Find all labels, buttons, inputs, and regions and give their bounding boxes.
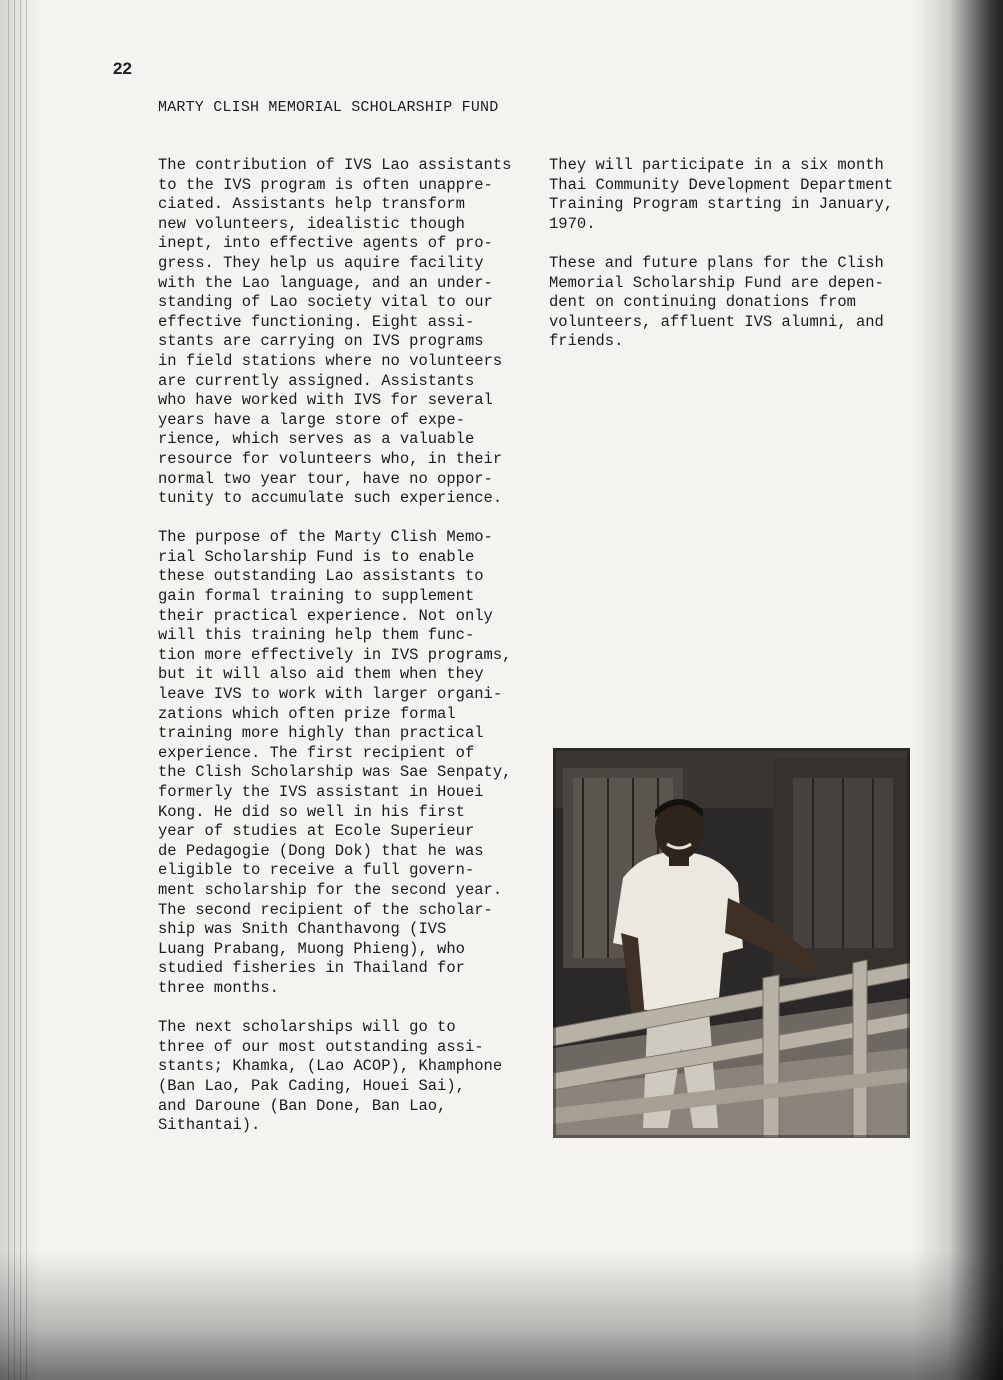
text-line: stants; Khamka, (Lao ACOP), Khamphone <box>158 1057 503 1076</box>
text-line: 1970. <box>549 214 596 233</box>
text-line: rience, which serves as a valuable <box>158 430 475 449</box>
text-line: three months. <box>158 978 279 997</box>
text-line: ment scholarship for the second year. <box>158 880 503 899</box>
text-line: resource for volunteers who, in their <box>158 449 503 468</box>
text-line: eligible to receive a full govern- <box>158 861 475 880</box>
text-line: de Pedagogie (Dong Dok) that he was <box>158 841 484 860</box>
text-line: standing of Lao society vital to our <box>158 293 493 312</box>
page-number: 22 <box>113 59 132 78</box>
text-line: effective functioning. Eight assi- <box>158 312 475 331</box>
text-line: the Clish Scholarship was Sae Senpaty, <box>158 763 512 782</box>
text-line: The next scholarships will go to <box>158 1018 456 1037</box>
text-line: are currently assigned. Assistants <box>158 371 475 390</box>
right-column <box>549 156 924 372</box>
text-line: training more highly than practical <box>158 724 484 743</box>
text-line: Memorial Scholarship Fund are depen- <box>549 273 884 292</box>
text-line: zations which often prize formal <box>158 704 456 723</box>
text-line: tion more effectively in IVS programs, <box>158 645 512 664</box>
text-line: in field stations where no volunteers <box>158 351 503 370</box>
text-line: formerly the IVS assistant in Houei <box>158 783 484 801</box>
paragraph-training-program <box>549 156 924 234</box>
text-line: their practical experience. Not only <box>158 606 493 625</box>
scan-edge-shadow <box>913 0 1003 1380</box>
text-line: year of studies at Ecole Superieur <box>158 822 475 841</box>
text-line: dent on continuing donations from <box>549 293 856 312</box>
text-line: three of our most outstanding assi- <box>158 1037 484 1056</box>
photo-man-at-railing <box>553 748 910 1138</box>
text-line: stants are carrying on IVS programs <box>158 332 484 351</box>
text-line: will this training help them func- <box>158 626 475 645</box>
paragraph-next-scholarships <box>158 1018 543 1136</box>
text-line: experience. The first recipient of <box>158 743 475 762</box>
text-line: Kong. He did so well in his first <box>158 802 465 821</box>
text-line: ship was Snith Chanthavong (IVS <box>158 920 447 939</box>
text-line: and Daroune (Ban Done, Ban Lao, <box>158 1096 447 1115</box>
text-line: with the Lao language, and an under- <box>158 273 493 292</box>
text-line: years have a large store of expe- <box>158 410 465 429</box>
text-line: They will participate in a six month <box>549 156 884 174</box>
text-line: normal two year tour, have no oppor- <box>158 469 493 488</box>
text-line: who have worked with IVS for several <box>158 391 493 410</box>
text-line: These and future plans for the Clish <box>549 253 884 272</box>
text-line: volunteers, affluent IVS alumni, and <box>549 312 884 331</box>
text-line: ciated. Assistants help transform <box>158 195 465 214</box>
binding-shadow <box>0 0 40 1380</box>
text-line: these outstanding Lao assistants to <box>158 567 484 586</box>
text-line: studied fisheries in Thailand for <box>158 959 465 978</box>
text-line: The contribution of IVS Lao assistants <box>158 156 512 174</box>
paragraph-contribution <box>158 156 543 509</box>
text-line: Sithantai). <box>158 1116 261 1135</box>
paragraph-purpose <box>158 528 543 998</box>
text-line: tunity to accumulate such experience. <box>158 489 503 508</box>
text-line: Luang Prabang, Muong Phieng), who <box>158 939 465 958</box>
article-heading: MARTY CLISH MEMORIAL SCHOLARSHIP FUND <box>158 99 499 116</box>
text-line: to the IVS program is often unappre- <box>158 175 493 194</box>
paragraph-future-plans <box>549 254 924 352</box>
text-line: (Ban Lao, Pak Cading, Houei Sai), <box>158 1076 465 1095</box>
scan-bottom-shadow <box>0 1250 1003 1380</box>
text-line: friends. <box>549 332 624 351</box>
left-column <box>158 156 543 1155</box>
text-line: The purpose of the Marty Clish Memo- <box>158 528 493 547</box>
text-line: Thai Community Development Department <box>549 175 894 194</box>
text-line: inept, into effective agents of pro- <box>158 234 493 253</box>
text-line: but it will also aid them when they <box>158 665 484 684</box>
text-line: new volunteers, idealistic though <box>158 214 465 233</box>
text-line: Training Program starting in January, <box>549 195 894 214</box>
text-line: rial Scholarship Fund is to enable <box>158 547 475 566</box>
text-line: gress. They help us aquire facility <box>158 253 484 272</box>
text-line: gain formal training to supplement <box>158 587 475 606</box>
text-line: The second recipient of the scholar- <box>158 900 493 919</box>
text-line: leave IVS to work with larger organi- <box>158 685 503 704</box>
